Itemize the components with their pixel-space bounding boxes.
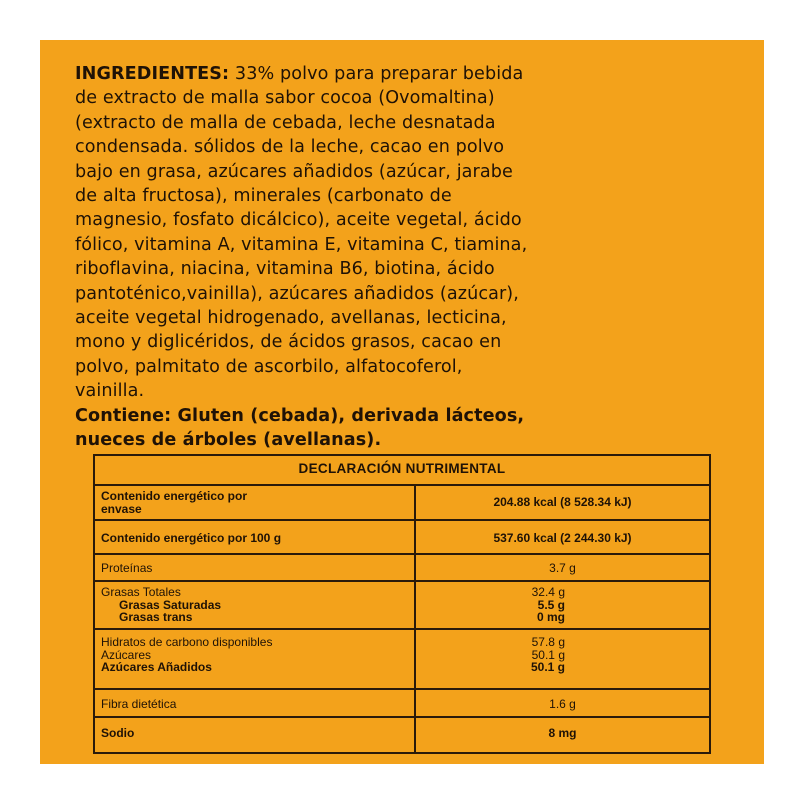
energy-container-label: Contenido energético por: [101, 489, 248, 503]
sodium-label: Sodio: [101, 726, 135, 740]
nutrition-table: [93, 454, 711, 754]
table-row: [95, 486, 709, 521]
trans-fat-label: Grasas trans: [119, 610, 193, 625]
ingredients-line: aceite vegetal hidrogenado, avellanas, lecticina,: [75, 308, 507, 329]
ingredients-line: vainilla.: [75, 381, 145, 402]
added-sugars-label: Azúcares Añadidos: [101, 660, 212, 675]
sodium-value: 8 mg: [548, 726, 577, 740]
ingredients-line: fólico, vitamina A, vitamina E, vitamina C, tiamina,: [75, 234, 528, 255]
label-panel: [40, 40, 764, 764]
ingredients-line: de extracto de malla sabor cocoa (Ovomaltina): [75, 88, 495, 109]
saturated-fat-label: Grasas Saturadas: [119, 597, 222, 612]
table-row: [95, 521, 709, 555]
energy-container-label-2: envase: [101, 501, 142, 516]
allergen-line: Contiene: Gluten (cebada), derivada lácteos,: [75, 405, 525, 426]
proteins-value: 3.7 g: [549, 561, 576, 575]
energy-container-value: 204.88 kcal (8 528.34 kJ): [493, 495, 632, 509]
total-fat-value: 32.4 g: [531, 585, 565, 599]
nutrition-table-title: DECLARACIÓN NUTRIMENTAL: [95, 456, 709, 486]
ingredients-line: 33% polvo para preparar bebida: [229, 64, 524, 84]
trans-fat-value: 0 mg: [536, 610, 565, 625]
ingredients-line: pantoténico,vainilla), azúcares añadidos (azúcar),: [75, 283, 519, 304]
table-row: [95, 718, 709, 752]
energy-100g-value: 537.60 kcal (2 244.30 kJ): [493, 531, 632, 545]
carbs-label: Hidratos de carbono disponibles: [101, 635, 273, 649]
added-sugars-value: 50.1 g: [530, 660, 565, 675]
ingredients-line: bajo en grasa, azúcares añadidos (azúcar, jarabe: [75, 161, 513, 182]
sugars-value: 50.1 g: [531, 647, 565, 662]
proteins-label: Proteínas: [101, 561, 153, 575]
table-row: [95, 582, 709, 630]
ingredients-label: INGREDIENTES:: [75, 64, 230, 84]
ingredients-line: (extracto de malla de cebada, leche desnatada: [75, 112, 496, 133]
ingredients-text: [75, 62, 755, 453]
allergen-line: nueces de árboles (avellanas).: [75, 430, 382, 451]
ingredients-line: magnesio, fosfato dicálcico), aceite vegetal, ácido: [75, 210, 522, 231]
table-row: [95, 630, 709, 690]
energy-100g-label: Contenido energético por 100 g: [101, 531, 282, 545]
saturated-fat-value: 5.5 g: [537, 597, 565, 612]
ingredients-line: polvo, palmitato de ascorbilo, alfatocoferol,: [75, 356, 463, 377]
ingredients-line: riboflavina, niacina, vitamina B6, biotina, ácido: [75, 259, 495, 280]
carbs-value: 57.8 g: [531, 635, 565, 649]
total-fat-label: Grasas Totales: [101, 585, 181, 599]
table-row: [95, 690, 709, 718]
ingredients-line: de alta fructosa), minerales (carbonato de: [75, 186, 452, 207]
fiber-value: 1.6 g: [549, 697, 576, 711]
sugars-label: Azúcares: [101, 647, 152, 662]
fiber-label: Fibra dietética: [101, 697, 177, 711]
ingredients-line: condensada. sólidos de la leche, cacao en polvo: [75, 137, 505, 158]
table-row: [95, 555, 709, 582]
ingredients-line: mono y diglicéridos, de ácidos grasos, cacao en: [75, 332, 502, 353]
